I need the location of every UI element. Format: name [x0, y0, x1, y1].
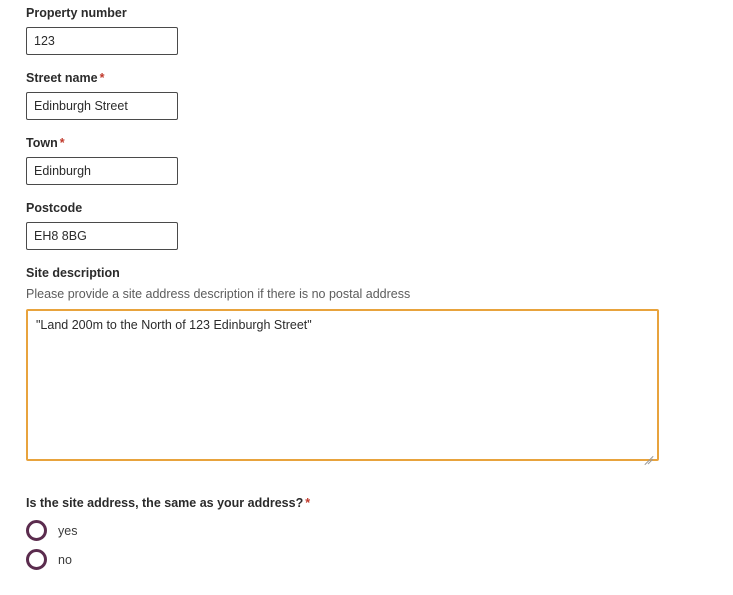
site-address-same-question-text: Is the site address, the same as your address? — [26, 496, 304, 510]
town-label — [26, 136, 733, 151]
property-number-input[interactable] — [26, 27, 178, 55]
street-name-input[interactable] — [26, 92, 178, 120]
site-address-same-question-label — [26, 496, 733, 510]
town-required-marker: * — [59, 136, 65, 150]
postcode-label-text: Postcode — [26, 201, 83, 215]
town-input[interactable] — [26, 157, 178, 185]
radio-option-yes-label: yes — [58, 523, 78, 538]
site-address-same-question-group — [26, 496, 733, 570]
street-name-label — [26, 71, 733, 86]
site-description-label — [26, 266, 733, 281]
postcode-input[interactable] — [26, 222, 178, 250]
site-description-textarea[interactable] — [26, 309, 659, 461]
radio-option-no[interactable] — [26, 549, 733, 570]
street-name-required-marker: * — [99, 71, 105, 85]
property-number-label-text: Property number — [26, 6, 127, 20]
town-label-text: Town — [26, 136, 58, 150]
field-town — [26, 136, 733, 185]
field-postcode — [26, 201, 733, 250]
field-property-number — [26, 6, 733, 55]
site-description-hint: Please provide a site address description if there is no postal address — [26, 287, 411, 301]
field-street-name — [26, 71, 733, 120]
radio-option-no-label: no — [58, 552, 72, 567]
site-description-wrapper — [26, 309, 659, 466]
radio-option-yes[interactable] — [26, 520, 733, 541]
street-name-label-text: Street name — [26, 71, 98, 85]
site-address-same-required-marker: * — [305, 496, 311, 510]
property-number-label — [26, 6, 733, 21]
postcode-label — [26, 201, 733, 216]
radio-circle-icon[interactable] — [26, 520, 47, 541]
radio-circle-icon[interactable] — [26, 549, 47, 570]
site-description-label-text: Site description — [26, 266, 120, 280]
field-site-description — [26, 266, 733, 466]
